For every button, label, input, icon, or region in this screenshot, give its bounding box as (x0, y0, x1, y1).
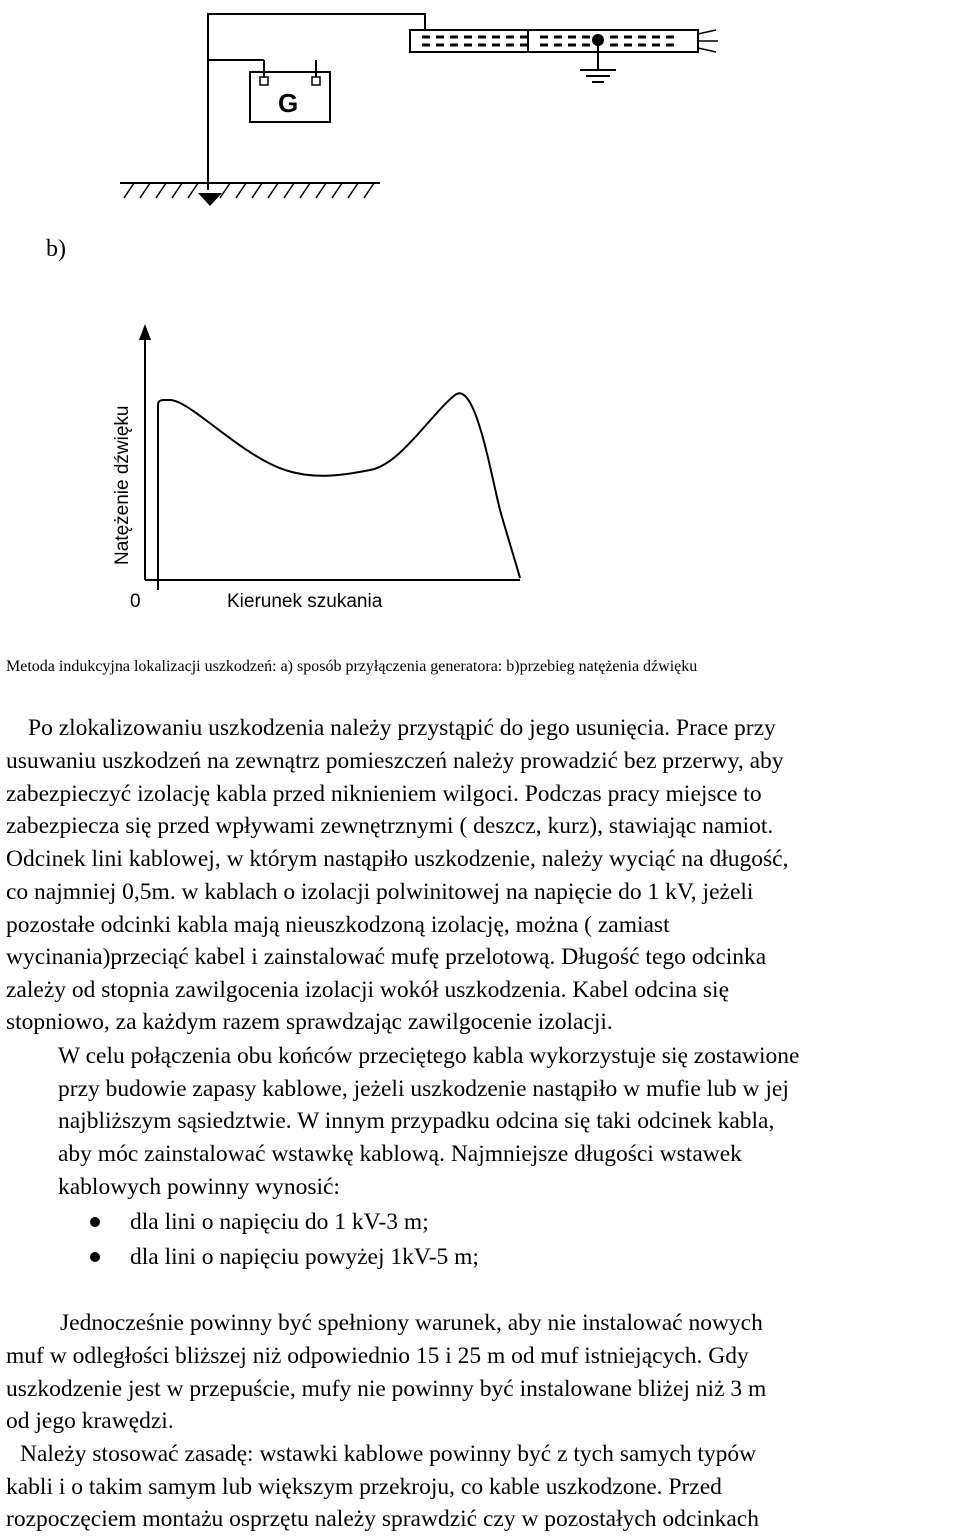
text-line: co najmniej 0,5m. w kablach o izolacji polwinitowej na napięcie do 1 kV, jeżeli (6, 879, 754, 905)
text-line: rozpoczęciem montażu osprzętu należy sprawdzić czy w pozostałych odcinkach (6, 1506, 759, 1532)
text-line: wycinania)przeciąć kabel i zainstalować mufę przelotową. Długość tego odcinka (6, 944, 767, 970)
bullet-icon (90, 1217, 100, 1227)
figure-b-label: b) (46, 236, 66, 262)
cable-ends (698, 30, 718, 52)
text-line: aby móc zainstalować wstawkę kablową. Najmniejsze długości wstawek (58, 1141, 742, 1167)
text-line: zabezpieczyć izolację kabla przed niknieniem wilgoci. Podczas pracy miejsce to (6, 781, 762, 807)
ground-hatching (124, 183, 374, 198)
text-line: kabli i o takim samym lub większym przekroju, co kable uszkodzone. Przed (6, 1474, 722, 1500)
generator-connection-diagram (110, 0, 870, 240)
cable-section-right (528, 30, 698, 82)
text-line: Jednocześnie powinny być spełniony warunek, aby nie instalować nowych (60, 1310, 763, 1336)
text-line: usuwaniu uszkodzeń na zewnątrz pomieszczeń należy prowadzić bez przerwy, aby (6, 748, 784, 774)
y-axis-arrow-icon (139, 324, 151, 340)
text-line: muf w odległości bliższej niż odpowiednio 15 i 25 m od muf istniejących. Gdy (6, 1343, 749, 1369)
text-line: stopniowo, za każdym razem sprawdzając zawilgocenie izolacji. (6, 1009, 613, 1035)
list-item-text: dla lini o napięciu do 1 kV-3 m; (130, 1209, 429, 1235)
text-line: zależy od stopnia zawilgocenia izolacji wokół uszkodzenia. Kabel odcina się (6, 977, 730, 1003)
y-axis-label: Natężenie dźwięku (112, 405, 133, 565)
ground-symbol-icon (198, 193, 222, 206)
intensity-curve (158, 393, 520, 590)
sound-intensity-chart (100, 320, 580, 620)
text-line: najbliższym sąsiedztwie. W innym przypadku odcina się taki odcinek kabla, (58, 1108, 775, 1134)
text-line: od jego krawędzi. (6, 1408, 174, 1434)
text-line: W celu połączenia obu końców przeciętego kabla wykorzystuje się zostawione (58, 1043, 800, 1069)
list-item-text: dla lini o napięciu powyżej 1kV-5 m; (130, 1244, 479, 1270)
text-line: zabezpiecza się przed wpływami zewnętrznymi ( deszcz, kurz), stawiając namiot. (6, 813, 774, 839)
text-line: kablowych powinny wynosić: (58, 1174, 340, 1200)
figure-caption: Metoda indukcyjna lokalizacji uszkodzeń: a) sposób przyłączenia generatora: b)przebieg natężenia dźwięku (6, 658, 698, 675)
text-line: pozostałe odcinki kabla mają nieuszkodzoną izolację, można ( zamiast (6, 912, 670, 938)
bullet-icon (90, 1252, 100, 1262)
x-axis-label: Kierunek szukania (227, 591, 383, 612)
origin-label: 0 (130, 591, 141, 612)
generator-label: G (278, 88, 299, 118)
text-line: Odcinek lini kablowej, w którym nastąpiło uszkodzenie, należy wyciąć na długość, (6, 846, 789, 872)
text-line: Po zlokalizowaniu uszkodzenia należy przystąpić do jego usunięcia. Prace przy (28, 715, 776, 741)
text-line: przy budowie zapasy kablowe, jeżeli uszkodzenie nastąpiło w mufie lub w jej (58, 1076, 789, 1102)
text-line: uszkodzenie jest w przepuście, mufy nie powinny być instalowane bliżej niż 3 m (6, 1376, 767, 1402)
text-line: Należy stosować zasadę: wstawki kablowe powinny być z tych samych typów (20, 1441, 757, 1467)
